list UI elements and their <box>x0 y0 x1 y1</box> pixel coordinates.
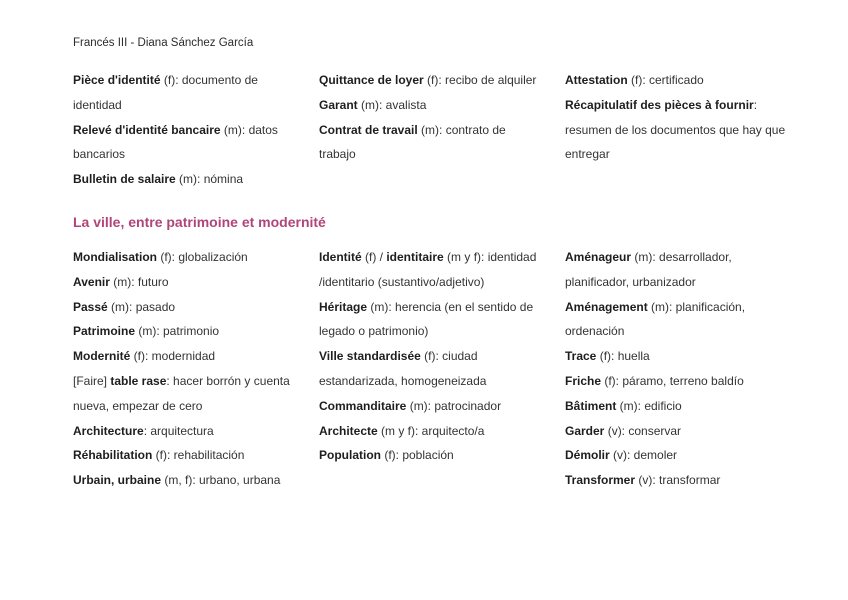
entry-term: Réhabilitation <box>73 448 153 463</box>
entry-definition: (m): futuro <box>109 274 169 289</box>
vocab-column-2 <box>319 245 544 468</box>
vocab-entry <box>565 394 790 419</box>
entry-term: Attestation <box>565 73 628 87</box>
entry-definition: (m): patrimonio <box>135 324 220 339</box>
entry-term: Population <box>319 448 381 463</box>
entry-term: Modernité <box>73 349 131 364</box>
entry-term: Identité <box>319 250 362 264</box>
vocab-entry <box>73 369 298 419</box>
page-header: Francés III - Diana Sánchez García <box>73 37 254 49</box>
vocab-column-1 <box>73 68 298 192</box>
vocab-entry <box>319 394 544 419</box>
entry-definition: (f): ciudad estandarizada, homogeneizada <box>319 349 487 388</box>
entry-term: Mondialisation <box>73 250 157 264</box>
vocab-entry <box>565 93 790 167</box>
vocab-entry <box>73 167 298 192</box>
entry-definition: (m): herencia (en el sentido de legado o patrimonio) <box>319 299 534 339</box>
entry-definition: (f): modernidad <box>130 349 216 364</box>
entry-term: Passé <box>73 299 108 314</box>
entry-definition: (f): documento de identidad <box>73 73 258 112</box>
vocab-column-2 <box>319 68 544 167</box>
entry-definition: (m): edificio <box>616 398 682 413</box>
entry-term: Architecture <box>73 423 144 438</box>
entry-definition: (m, f): urbano, urbana <box>161 473 281 488</box>
entry-term: Aménagement <box>565 299 648 314</box>
vocab-entry <box>565 68 790 93</box>
entry-term: identitaire <box>386 250 444 264</box>
entry-term: Pièce d'identité <box>73 73 161 87</box>
entry-definition: (f): certificado <box>627 73 704 87</box>
vocab-entry <box>73 270 298 295</box>
entry-definition: (m): planificación, ordenación <box>565 299 746 339</box>
vocab-column-1 <box>73 245 298 493</box>
entry-definition: : resumen de los documentos que hay que entregar <box>565 97 786 162</box>
vocab-entry <box>319 295 544 345</box>
vocab-entry <box>73 118 298 168</box>
vocab-entry <box>73 468 298 493</box>
entry-definition: (m): contrato de trabajo <box>319 122 506 162</box>
entry-definition: (v): demoler <box>609 448 678 463</box>
vocab-entry <box>73 443 298 468</box>
entry-term: Relevé d'identité bancaire <box>73 122 221 137</box>
entry-definition: (m): pasado <box>107 299 176 314</box>
entry-definition: (v): transformar <box>635 473 721 488</box>
vocab-entry <box>319 245 544 295</box>
entry-definition: (v): conservar <box>604 423 682 438</box>
vocab-entry <box>319 344 544 394</box>
section-title: La ville, entre patrimoine et modernité <box>73 214 326 230</box>
vocab-entry <box>319 419 544 444</box>
entry-definition: (f): páramo, terreno baldío <box>601 373 744 388</box>
entry-term: Bulletin de salaire <box>73 172 176 187</box>
vocab-entry <box>565 443 790 468</box>
entry-term: Trace <box>565 349 597 364</box>
entry-term: Quittance de loyer <box>319 73 424 87</box>
entry-definition: (f): población <box>381 448 454 463</box>
vocab-entry <box>565 369 790 394</box>
vocab-entry <box>73 319 298 344</box>
entry-term: Bâtiment <box>565 398 617 413</box>
entry-term: Avenir <box>73 274 110 289</box>
vocab-column-3 <box>565 68 790 167</box>
entry-term: Transformer <box>565 473 636 488</box>
entry-term: Garant <box>319 97 358 112</box>
entry-term: Aménageur <box>565 250 632 264</box>
entry-definition: (m): desarrollador, planificador, urbanizador <box>565 250 732 289</box>
entry-term: Ville standardisée <box>319 349 421 364</box>
entry-definition: (m): datos bancarios <box>73 122 278 162</box>
vocab-entry <box>73 295 298 320</box>
vocab-entry <box>565 295 790 345</box>
entry-term: Démolir <box>565 448 610 463</box>
vocab-entry <box>565 245 790 295</box>
vocab-entry <box>73 68 298 118</box>
entry-definition: (f): recibo de alquiler <box>423 73 537 87</box>
vocab-column-3 <box>565 245 790 493</box>
entry-definition: (f): globalización <box>157 250 248 264</box>
entry-term: Commanditaire <box>319 398 407 413</box>
vocab-entry <box>73 344 298 369</box>
entry-definition: (f): rehabilitación <box>152 448 245 463</box>
entry-term: Garder <box>565 423 605 438</box>
entry-definition: (m): avalista <box>357 97 427 112</box>
vocab-entry <box>73 245 298 270</box>
vocab-entry <box>319 118 544 168</box>
entry-definition: (m y f): identidad /identitario (sustantivo/adjetivo) <box>319 250 537 289</box>
entry-definition: : arquitectura <box>143 423 214 438</box>
vocab-entry <box>565 419 790 444</box>
entry-definition: (m y f): arquitecto/a <box>377 423 485 438</box>
vocab-entry <box>319 443 544 468</box>
entry-definition: (m): patrocinador <box>406 398 502 413</box>
entry-definition: : hacer borrón y cuenta nueva, empezar de cero <box>73 373 290 413</box>
vocab-entry <box>565 344 790 369</box>
entry-term: Architecte <box>319 423 378 438</box>
entry-term: Friche <box>565 373 602 388</box>
vocab-entry <box>319 68 544 93</box>
entry-definition: (f): huella <box>596 349 650 364</box>
entry-term: Récapitulatif des pièces à fournir <box>565 97 754 112</box>
entry-prefix: [Faire] <box>73 373 111 388</box>
entry-term: Héritage <box>319 299 368 314</box>
vocab-entry <box>73 419 298 444</box>
vocab-entry <box>565 468 790 493</box>
vocab-entry <box>319 93 544 118</box>
entry-term: table rase <box>110 373 167 388</box>
entry-term: Urbain, urbaine <box>73 473 162 488</box>
entry-definition: (m): nómina <box>175 172 244 187</box>
entry-term: Patrimoine <box>73 324 136 339</box>
entry-definition: (f) / <box>361 250 387 264</box>
entry-term: Contrat de travail <box>319 122 418 137</box>
